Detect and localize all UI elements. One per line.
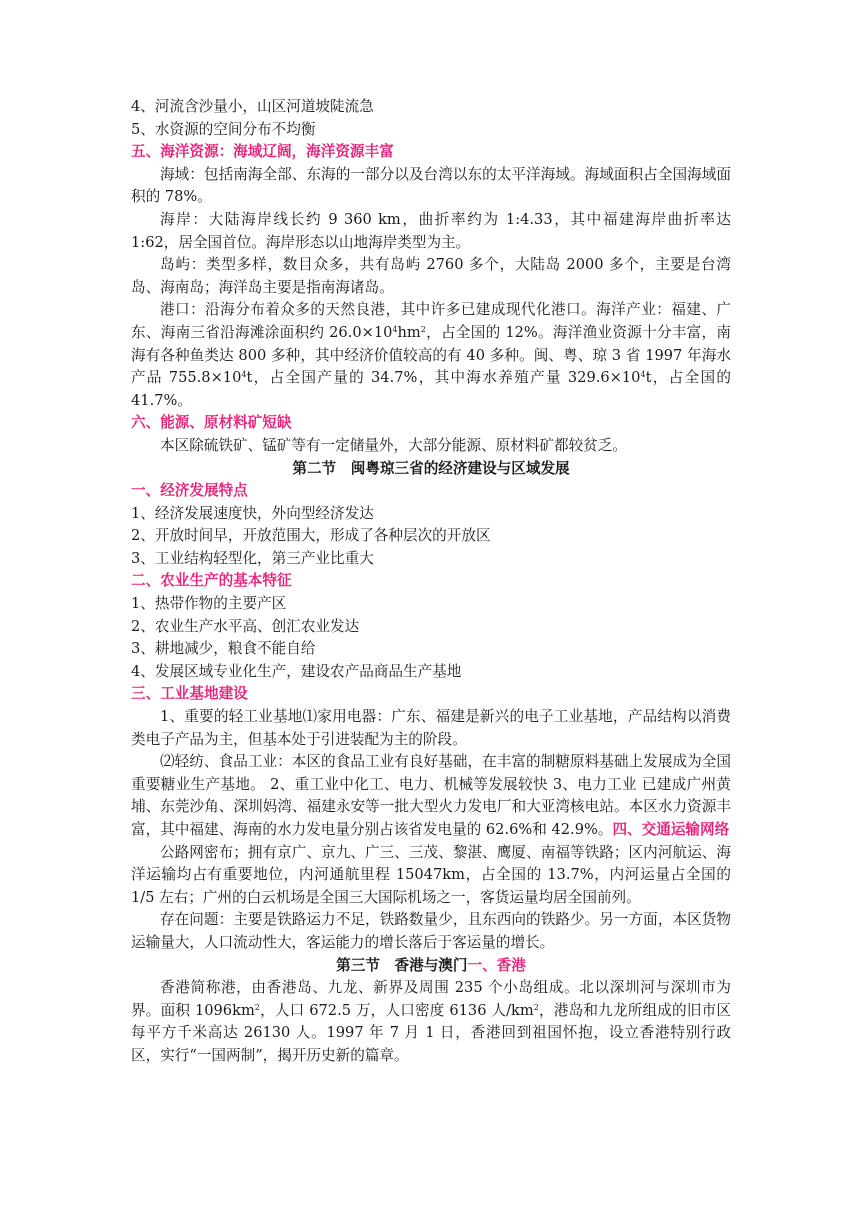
paragraph-roads: 公路网密布；拥有京广、京九、广三、三茂、黎湛、鹰厦、南福等铁路；区内河航运、海洋运输均占有重要地位，内河通航里程 15047km，占全国的 13.7%，内河运量占全国的 1/5 左右；广州的白云机场是全国三大国际机场之一，客货运量均居全国前列。 [131,843,731,906]
list-item: 3、工业结构轻型化，第三产业比重大 [131,549,374,567]
list-item: 4、河流含沙量小，山区河道坡陡流急 [131,98,374,115]
chapter-title: 第二节 闽粤琼三省的经济建设与区域发展 [292,459,570,477]
paragraph-coastline: 海岸：大陆海岸线长约 9 360 km，曲折率约为 1:4.33，其中福建海岸曲折率达 1:62，居全国首位。海岸形态以山地海岸类型为主。 [131,210,731,251]
paragraph-problems: 存在问题：主要是铁路运力不足，铁路数量少，且东西向的铁路少。另一方面，本区货物运输量大，人口流动性大，客运能力的增长落后于客运量的增长。 [131,911,731,951]
list-item: 2、农业生产水平高、创汇农业发达 [131,617,360,635]
section-heading: 五、海洋资源：海域辽阔，海洋资源丰富 [131,143,394,161]
list-item: 5、水资源的空间分布不均衡 [131,120,316,138]
paragraph-sea-area: 海域：包括南海全部、东海的一部分以及台湾以东的太平洋海域。海域面积占全国海域面积的 78%。 [131,165,731,206]
list-item: 4、发展区域专业化生产，建设农产品商品生产基地 [131,662,462,680]
list-item: 1、热带作物的主要产区 [131,595,287,613]
document-body [131,96,731,1068]
paragraph-light-industry: 1、重要的轻工业基地⑴家用电器：广东、福建是新兴的电子工业基地，产品结构以消费类电子产品为主，但基本处于引进装配为主的阶段。 [131,708,731,748]
paragraph-industry: ⑵轻纺、食品工业：本区的食品工业有良好基础，在丰富的制糖原料基础上发展成为全国重要糖业生产基地。 2、重工业中化工、电力、机械等发展较快 3、电力工业 已建成广州黄埔、东莞沙角、深圳妈湾、福建永安等一批大型火力发电厂和大亚湾核电站。本区水力资源丰富，其中福建、海南的水力发电量分别占该省发电量的 62.6%和 42.9%。四、交通运输网络 [131,753,731,838]
paragraph-energy: 本区除硫铁矿、锰矿等有一定储量外，大部分能源、原材料矿都较贫乏。 [160,436,628,454]
paragraph-hongkong: 香港简称港，由香港岛、九龙、新界及周围 235 个小岛组成。北以深圳河与深圳市为界。面积 $1096km^2$，人口 672.5 万，人口密度 6136 人$/km^2$，港岛和九龙所组成的旧市区每平方千米高达 26130 人。1997 年 7 月 1 日，香港回到祖国怀抱，设立香港特别行政区，实行“一国两制”，揭开历史新的篇章。 [131,979,731,1064]
paragraph-ports: 港口：沿海分布着众多的天然良港，其中许多已建成现代化港口。海洋产业：福建、广东、海南三省沿海滩涂面积约 $26.0\times 10^4hm^2$，占全国的 12%。海洋渔业资源十分丰富，南海有各种鱼类达 800 多种，其中经济价值较高的有 40 多种。闽、粤、琼 3 省 1997 年海水产品 $755.8\times 10^4t$，占全国产量的 34.7%，其中海水养殖产量 $329.6\times 10^4t$，占全国的 41.7%。 [131,301,732,409]
paragraph-islands: 岛屿：类型多样，数目众多，共有岛屿 2760 多个，大陆岛 2000 多个，主要是台湾岛、海南岛；海洋岛主要是指南海诸岛。 [131,256,731,296]
section-heading: 四、交通运输网络 [612,821,730,838]
section-heading: 二、农业生产的基本特征 [131,572,292,590]
list-item: 2、开放时间早，开放范围大，形成了各种层次的开放区 [131,527,491,545]
section-heading: 三、工业基地建设 [131,685,248,703]
chapter-title: 第三节 香港与澳门一、香港 [336,956,526,974]
section-heading: 一、经济发展特点 [131,482,248,500]
section-heading: 六、能源、原材料矿短缺 [131,414,292,432]
list-item: 3、耕地减少，粮食不能自给 [131,640,316,658]
section-heading: 一、香港 [467,956,526,974]
list-item: 1、经济发展速度快，外向型经济发达 [131,504,374,522]
